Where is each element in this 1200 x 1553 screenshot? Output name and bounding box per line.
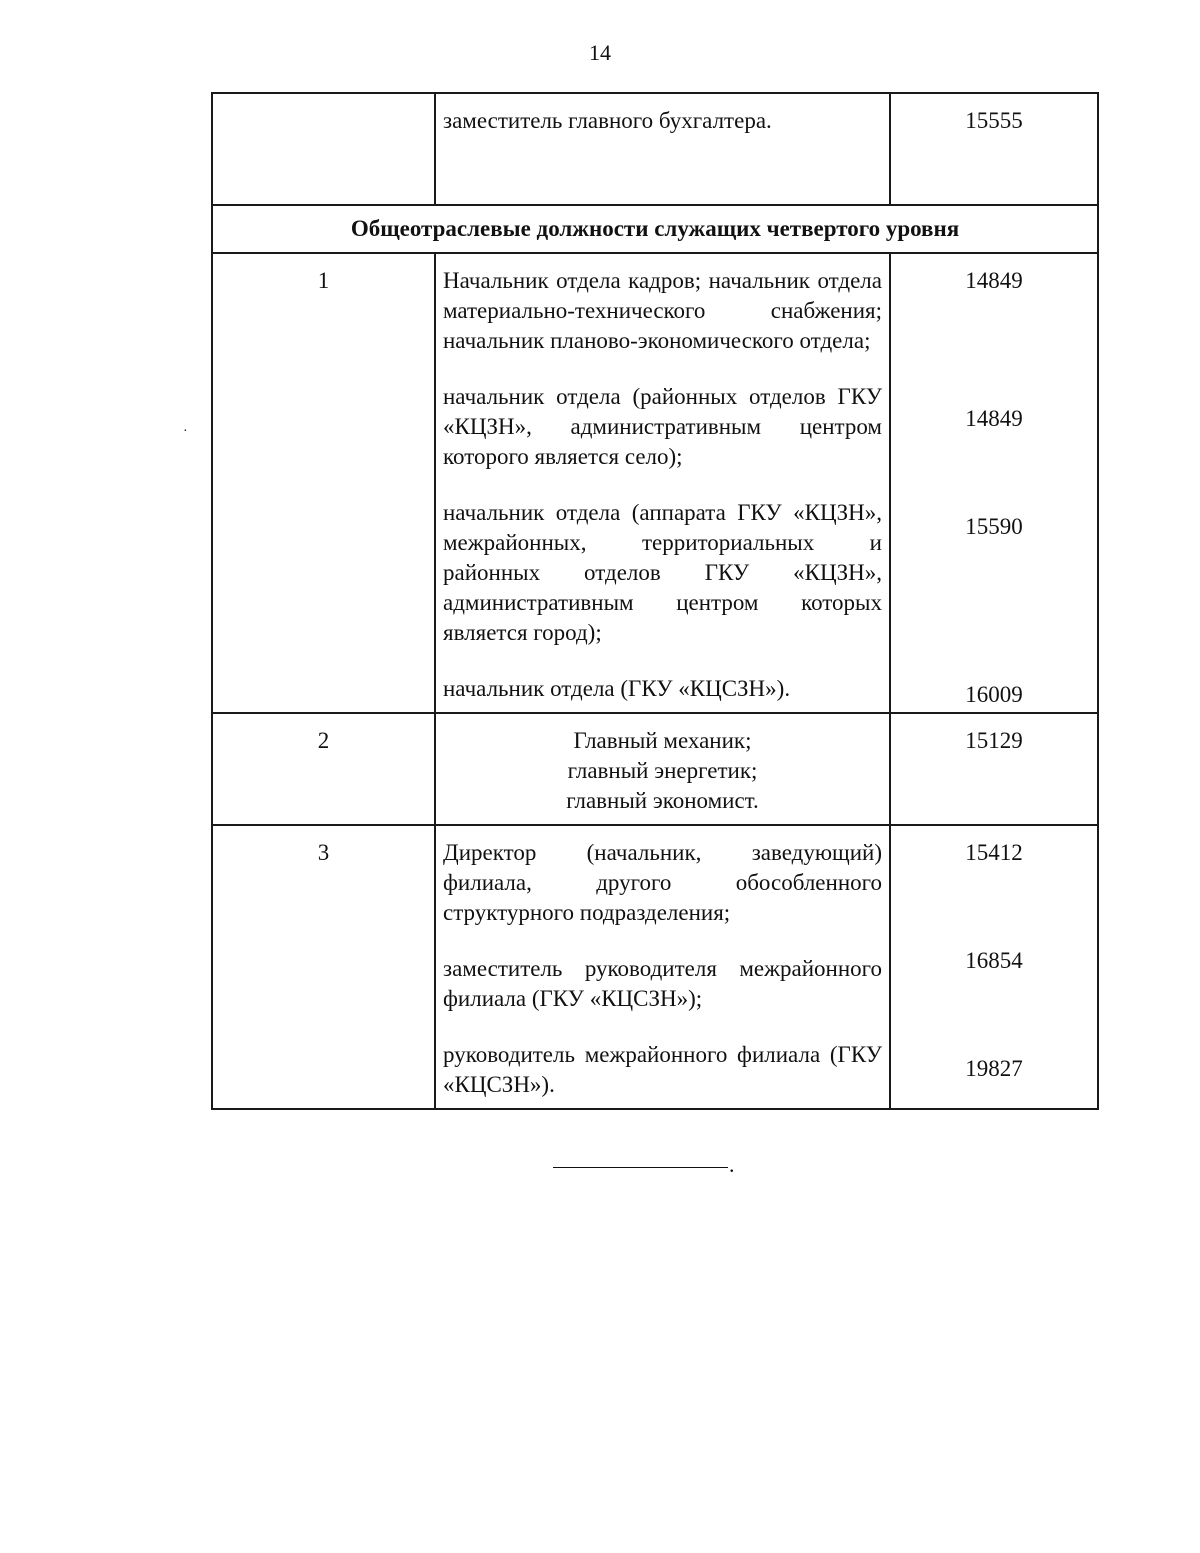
table-row [212,93,1098,205]
salary-value: 14849 [965,268,1023,293]
end-line [553,1167,728,1168]
row-number: 3 [212,825,435,1109]
row-number [212,93,435,205]
end-mark: . [729,1152,735,1177]
position-cell [435,825,890,1109]
position-text: Директор (начальник, заведующий) филиала, другого обособленного структурного подразделения; [443,840,882,925]
position-cell [435,93,890,205]
position-text: начальник отдела (ГКУ «КЦСЗН»). [443,676,791,701]
positions-table [211,92,1099,1110]
salary-value: 16009 [965,682,1023,707]
salary-value: 15412 [965,840,1023,865]
salary-value: 19827 [965,1056,1023,1081]
table-row [212,825,1098,1109]
section-header: Общеотраслевые должности служащих четвертого уровня [212,205,1098,253]
salary-cell [890,253,1098,713]
position-text: главный энергетик; [567,758,758,783]
table-row [212,253,1098,713]
position-text: главный экономист. [566,788,759,813]
salary-value: 14849 [965,406,1023,431]
position-text: заместитель главного бухгалтера. [443,108,772,133]
section-header-row [212,205,1098,253]
position-text: руководитель межрайонного филиала (ГКУ «КЦСЗН»). [443,1042,882,1097]
row-number: 2 [212,713,435,825]
salary-value: 15129 [890,713,1098,825]
position-text: начальник отдела (районных отделов ГКУ «КЦЗН», административным центром которого является село); [443,384,882,469]
scan-dot: · [183,424,188,439]
position-text: Начальник отдела кадров; начальник отдела материально-технического снабжения; начальник планово-экономического отдела; [443,268,882,353]
position-text: Главный механик; [573,728,752,753]
salary-cell [890,825,1098,1109]
salary-value: 15590 [965,514,1023,539]
salary-value: 15555 [890,93,1098,205]
page-number: 14 [589,40,611,65]
row-number: 1 [212,253,435,713]
position-text: заместитель руководителя межрайонного филиала (ГКУ «КЦСЗН»); [443,956,882,1011]
position-cell [435,713,890,825]
position-text: начальник отдела (аппарата ГКУ «КЦЗН», межрайонных, территориальных и районных отделов ГКУ «КЦЗН», административным центром которых является город); [443,500,882,645]
position-cell [435,253,890,713]
table-row [212,713,1098,825]
salary-value: 16854 [965,948,1023,973]
